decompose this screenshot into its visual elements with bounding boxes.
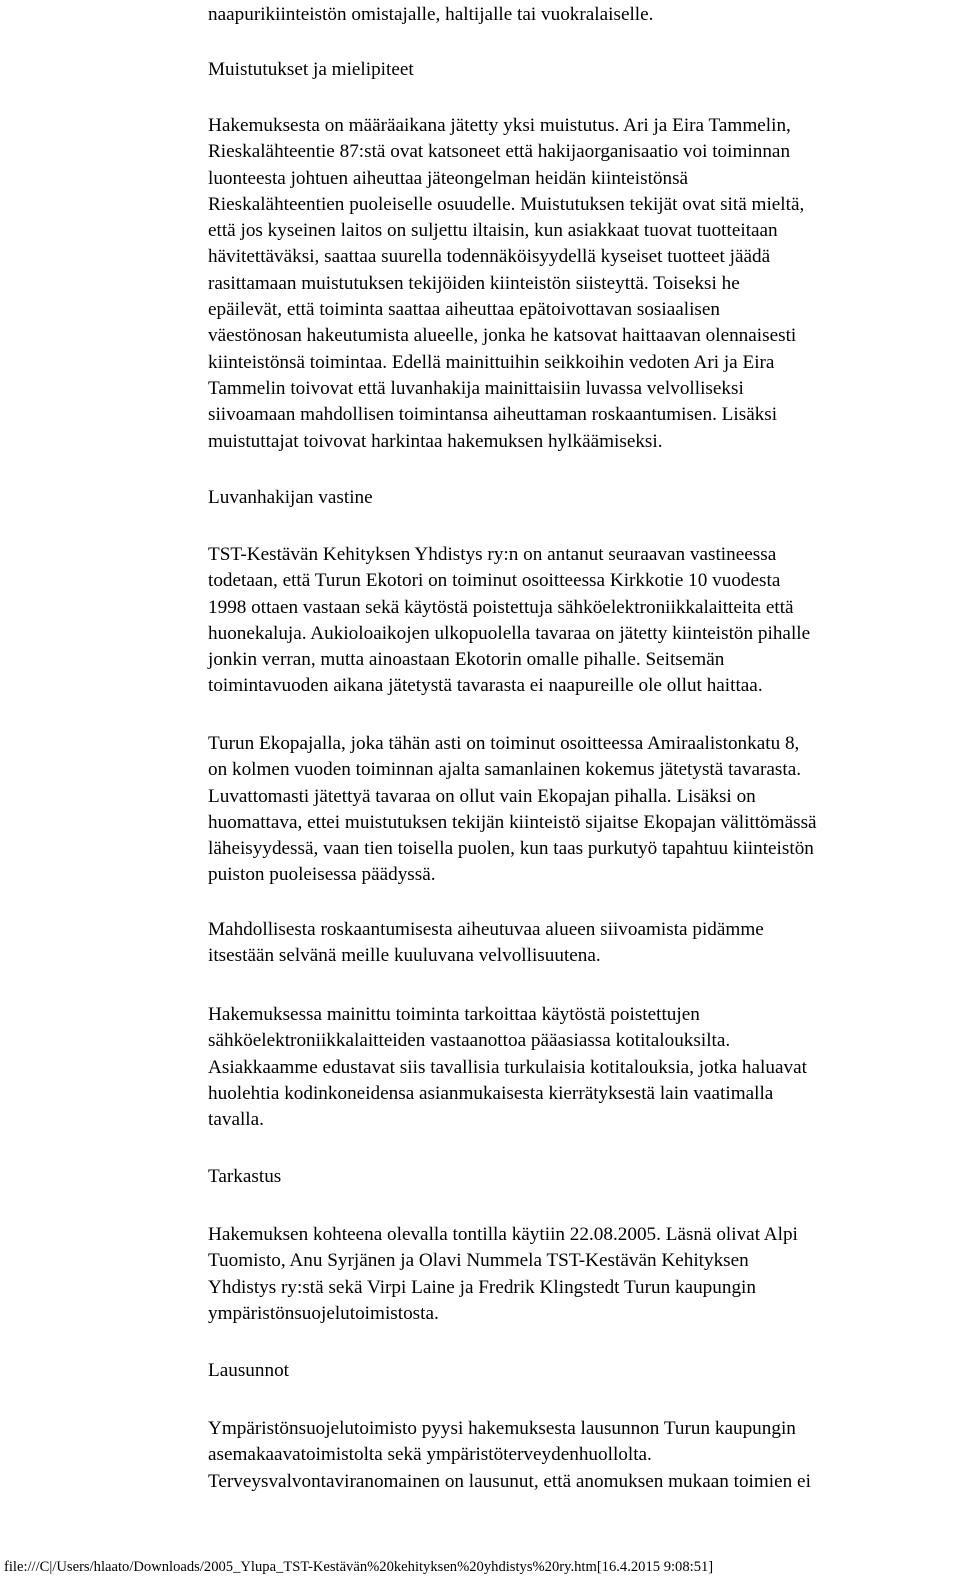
paragraph <box>208 917 764 970</box>
footer-file-url: file:///C|/Users/hlaato/Downloads/2005_Ylupa_TST-Kestävän%20kehityksen%20yhdistys%20ry.htm[16.4.2015 9:08:51] <box>4 1559 714 1575</box>
text-line: luonteesta johtuen aiheuttaa jäteongelman heidän kiinteistönsä <box>208 167 689 189</box>
text-line: jonkin verran, mutta ainoastaan Ekotorin omalle pihalle. Seitsemän <box>208 649 725 671</box>
text-line: muistuttajat toivovat harkintaa hakemuksen hylkäämiseksi. <box>208 430 663 452</box>
text-line: on kolmen vuoden toiminnan ajalta samanlainen kokemus jätetystä tavarasta. <box>208 759 802 781</box>
text-line: Hakemuksen kohteena olevalla tontilla käytiin 22.08.2005. Läsnä olivat Alpi <box>208 1224 798 1245</box>
text-line: Hakemuksessa mainittu toiminta tarkoittaa käytöstä poistettujen <box>208 1004 700 1025</box>
paragraph <box>208 731 817 889</box>
text-line: ympäristönsuojelutoimistosta. <box>208 1302 439 1324</box>
intro-line: naapurikiinteistön omistajalle, haltijalle tai vuokralaiselle. <box>208 4 654 25</box>
text-line: 1998 ottaen vastaan sekä käytöstä poistettuja sähköelektroniikkalaitteita että <box>208 596 794 618</box>
text-line: Yhdistys ry:stä sekä Virpi Laine ja Fredrik Klingstedt Turun kaupungin <box>208 1276 756 1298</box>
text-line: Rieskalähteentie 87:stä ovat katsoneet että hakijaorganisaatio voi toiminnan <box>208 141 791 163</box>
paragraph <box>208 113 804 455</box>
text-line: Mahdollisesta roskaantumisesta aiheutuvaa alueen siivoamista pidämme <box>208 919 764 940</box>
text-line: huomattava, ettei muistutuksen tekijän kiinteistö sijaitse Ekopajan välittömässä <box>208 811 817 833</box>
text-line: Asiakkaamme edustavat siis tavallisia turkulaisia kotitalouksia, jotka haluavat <box>208 1056 807 1078</box>
text-line: Rieskalähteentien puoleiselle osuudelle. Muistutuksen tekijät ovat sitä mieltä, <box>208 193 805 215</box>
text-line: tavalla. <box>208 1109 264 1131</box>
text-line: väestönosan hakeutumista alueelle, jonka he katsovat haittaavan olennaisesti <box>208 325 797 347</box>
text-line: että jos kyseinen laitos on suljettu iltaisin, kun asiakkaat tuovat tuotteitaan <box>208 220 778 242</box>
section-heading-muistutukset: Muistutukset ja mielipiteet <box>208 59 414 80</box>
text-line: puiston puoleisessa päädyssä. <box>208 864 436 886</box>
text-line: huolehtia kodinkoneidensa asianmukaisesta kierrätyksestä lain vaatimalla <box>208 1082 774 1104</box>
text-line: Terveysvalvontaviranomainen on lausunut, että anomuksen mukaan toimien ei <box>208 1470 811 1492</box>
text-line: Turun Ekopajalla, joka tähän asti on toiminut osoitteessa Amiraalistonkatu 8, <box>208 733 800 754</box>
text-line: TST-Kestävän Kehityksen Yhdistys ry:n on antanut seuraavan vastineessa <box>208 544 777 565</box>
text-line: Luvattomasti jätettyä tavaraa on ollut vain Ekopajan pihalla. Lisäksi on <box>208 785 756 807</box>
text-line: Tuomisto, Anu Syrjänen ja Olavi Nummela TST-Kestävän Kehityksen <box>208 1250 749 1272</box>
text-line: Hakemuksesta on määräaikana jätetty yksi muistutus. Ari ja Eira Tammelin, <box>208 115 791 136</box>
text-line: toimintavuoden aikana jätetystä tavarasta ei naapureille ole ollut haittaa. <box>208 675 763 697</box>
text-line: rasittamaan muistutuksen tekijöiden kiinteistön siisteyttä. Toiseksi he <box>208 272 740 294</box>
paragraph <box>208 1416 811 1495</box>
text-line: huonekaluja. Aukioloaikojen ulkopuolella tavaraa on jätetty kiinteistön pihalle <box>208 622 811 644</box>
text-line: kiinteistönsä toimintaa. Edellä mainittuihin seikkoihin vedoten Ari ja Eira <box>208 351 775 373</box>
paragraph <box>208 1222 798 1327</box>
paragraph <box>208 542 810 700</box>
text-line: todetaan, että Turun Ekotori on toiminut osoitteessa Kirkkotie 10 vuodesta <box>208 570 781 592</box>
text-line: sähköelektroniikkalaitteiden vastaanottoa pääasiassa kotitalouksilta. <box>208 1030 731 1052</box>
text-line: epäilevät, että toiminta saattaa aiheuttaa epätoivottavan sosiaalisen <box>208 299 720 321</box>
section-heading-lausunnot: Lausunnot <box>208 1360 290 1381</box>
text-line: asemakaavatoimistolta sekä ympäristöterveydenhuollolta. <box>208 1444 652 1466</box>
text-line: läheisyydessä, vaan tien toisella puolen, kun taas purkutyö tapahtuu kiinteistön <box>208 838 814 860</box>
text-line: hävitettäväksi, saattaa suurella todennäköisyydellä kyseiset tuotteet jäädä <box>208 246 771 268</box>
text-line: Ympäristönsuojelutoimisto pyysi hakemuksesta lausunnon Turun kaupungin <box>208 1418 796 1439</box>
text-line: itsestään selvänä meille kuuluvana velvollisuutena. <box>208 945 601 967</box>
paragraph <box>208 1002 807 1133</box>
section-heading-vastine: Luvanhakijan vastine <box>208 487 373 508</box>
text-line: Tammelin toivovat että luvanhakija mainittaisiin luvassa velvolliseksi <box>208 377 744 399</box>
section-heading-tarkastus: Tarkastus <box>208 1166 282 1187</box>
text-line: siivoamaan mahdollisen toimintansa aiheuttaman roskaantumisen. Lisäksi <box>208 404 778 426</box>
